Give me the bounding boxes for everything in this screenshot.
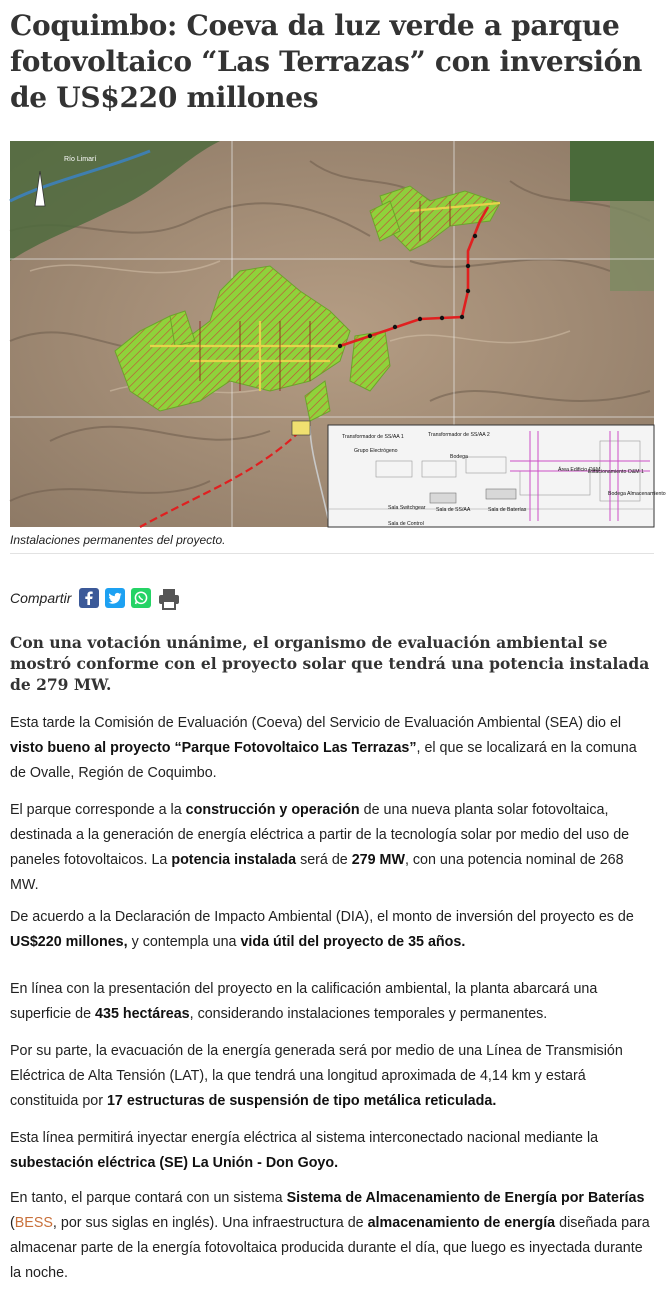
- article-lead: Con una votación unánime, el organismo de evaluación ambiental se mostró conforme con el proyecto solar que tendrá una potencia instalada de 279 MW.: [10, 633, 650, 694]
- share-bar: [10, 588, 187, 608]
- paragraph: En línea con la presentación del proyecto en la calificación ambiental, la planta abarcará una superficie de 435 hectáreas, considerando instalaciones temporales y permanentes.: [10, 981, 598, 1022]
- bess-link[interactable]: BESS: [14, 1215, 53, 1231]
- inset-label: Bodega: [450, 454, 468, 460]
- paragraph: Esta tarde la Comisión de Evaluación (Coeva) del Servicio de Evaluación Ambiental (SEA) dio el visto bueno al proyecto “Parque Fotovoltaico Las Terrazas”, el que se localizará en la comuna de Ovalle, Región de Coquimbo.: [10, 715, 637, 781]
- twitter-icon[interactable]: [105, 588, 125, 608]
- inset-label: Área Edificio O&M: [558, 467, 601, 473]
- river-label: Río Limarí: [64, 156, 97, 163]
- share-label: Compartir: [10, 590, 72, 606]
- inset-label: Grupo Electrógeno: [354, 448, 398, 454]
- inset-label: Sala de Baterías: [488, 507, 527, 513]
- whatsapp-icon[interactable]: [131, 588, 151, 608]
- paragraph: El parque corresponde a la construcción y operación de una nueva planta solar fotovoltaica, destinada a la generación de energía eléctrica a partir de la tecnología solar por medio del uso de paneles fotovoltaicos. La potencia instalada será de 279 MW, con una potencia nominal de 268 MW.: [10, 802, 630, 893]
- paragraph: Por su parte, la evacuación de la energía generada será por medio de una Línea de Transmisión Eléctrica de Alta Tensión (LAT), la que tendrá una longitud aproximada de 4,14 km y estará constituida por 17 estructuras de suspensión de tipo metálica reticulada.: [10, 1043, 623, 1109]
- inset-label: Transformador de SS/AA 2: [428, 432, 490, 438]
- inset-label: Bodega Almacenamiento: [608, 491, 666, 497]
- facebook-icon[interactable]: [79, 588, 99, 608]
- image-caption: Instalaciones permanentes del proyecto.: [10, 533, 226, 547]
- inset-label: Estacionamiento O&M 1: [588, 469, 644, 475]
- inset-label: Sala de Control: [388, 521, 424, 527]
- paragraph: Esta línea permitirá inyectar energía eléctrica al sistema interconectado nacional mediante la subestación eléctrica (SE) La Unión - Don Goyo.: [10, 1130, 599, 1171]
- project-map-image: [10, 141, 666, 527]
- inset-label: Sala Switchgear: [388, 505, 426, 511]
- inset-label: Transformador de SS/AA 1: [342, 434, 404, 440]
- paragraph: En tanto, el parque contará con un sistema Sistema de Almacenamiento de Energía por Baterías (BESS, por sus siglas en inglés). Una infraestructura de almacenamiento de energía diseñada para almacenar parte de la energía fotovoltaica producida durante el día, que luego es inyectada durante la noche.: [10, 1190, 650, 1281]
- inset-label: Sala de SS/AA: [436, 507, 471, 513]
- article-title: Coquimbo: Coeva da luz verde a parque fotovoltaico “Las Terrazas” con inversión de US$220 millones: [10, 9, 643, 114]
- paragraph: De acuerdo a la Declaración de Impacto Ambiental (DIA), el monto de inversión del proyecto es de US$220 millones, y contempla una vida útil del proyecto de 35 años.: [10, 909, 634, 950]
- caption-divider: [10, 553, 654, 554]
- print-icon[interactable]: [157, 588, 181, 608]
